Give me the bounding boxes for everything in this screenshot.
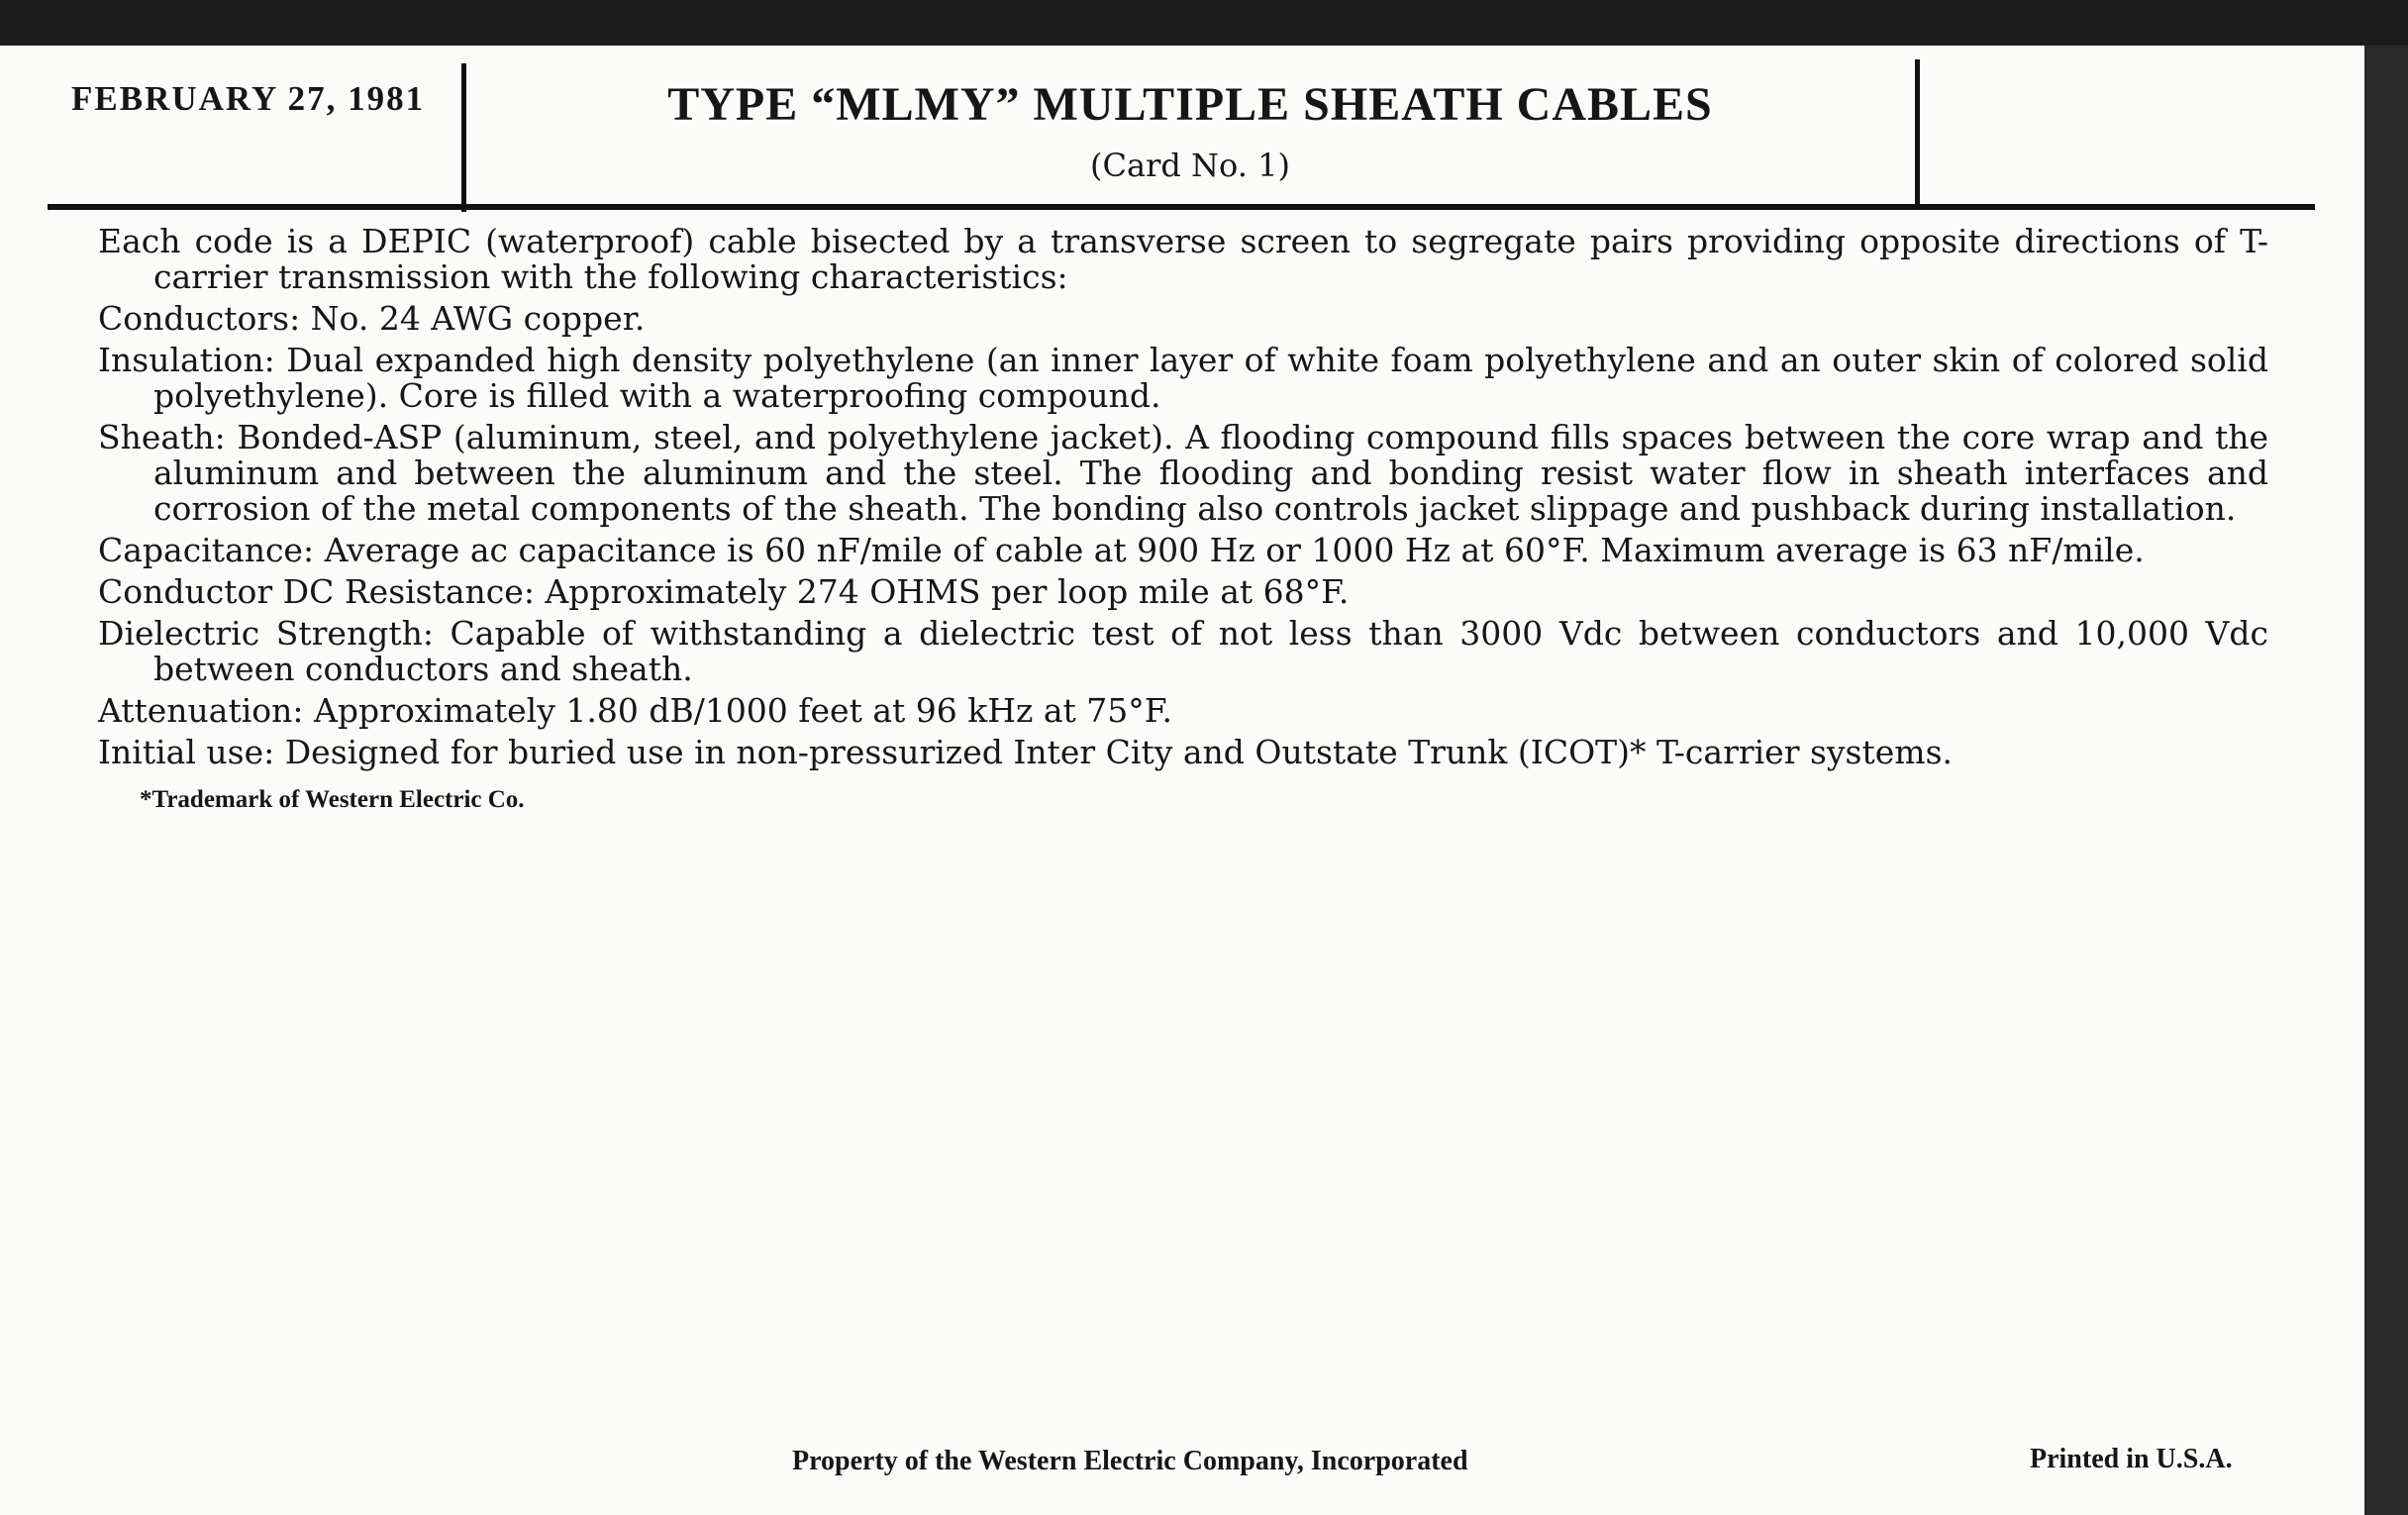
initial-use-spec: Initial use: Designed for buried use in non-pressurized Inter City and Outstate Trunk (ICOT)* T-carrier systems. (98, 733, 1953, 771)
conductors-spec: Conductors: No. 24 AWG copper. (98, 299, 646, 338)
trademark-footnote: *Trademark of Western Electric Co. (140, 786, 525, 813)
dc-resistance-spec: Conductor DC Resistance: Approximately 274 OHMS per loop mile at 68°F. (98, 572, 1350, 611)
card-edge-shadow (2364, 46, 2408, 1515)
printed-notice: Printed in U.S.A. (2030, 1444, 2233, 1474)
capacitance-spec: Capacitance: Average ac capacitance is 60 nF/mile of cable at 900 Hz or 1000 Hz at 60°F. Maximum average is 63 nF/mile. (98, 531, 2145, 569)
specification-body (98, 224, 2268, 818)
attenuation-spec: Attenuation: Approximately 1.80 dB/1000 feet at 96 kHz at 75°F. (98, 691, 1173, 730)
intro-paragraph: Each code is a DEPIC (waterproof) cable bisected by a transverse screen to segregate pairs providing opposite directions of T-carrier transmission with the following characteristics: (98, 222, 2268, 296)
property-notice: Property of the Western Electric Company, Incorporated (792, 1446, 1468, 1476)
card-number: (Card No. 1) (1090, 147, 1290, 184)
header-divider-right (1915, 59, 1920, 204)
card-date: FEBRUARY 27, 1981 (71, 79, 426, 118)
insulation-spec: Insulation: Dual expanded high density polyethylene (an inner layer of white foam polyethylene and an outer skin of colored solid polyethylene). Core is filled with a waterproofing compound. (98, 341, 2268, 415)
card-title: TYPE “MLMY” MULTIPLE SHEATH CABLES (667, 78, 1713, 131)
sheath-spec: Sheath: Bonded-ASP (aluminum, steel, and polyethylene jacket). A flooding compound fills spaces between the core wrap and the aluminum and between the aluminum and the steel. The flooding and bonding resist water flow in sheath interfaces and corrosion of the metal components of the sheath. The bonding also controls jacket slippage and pushback during installation. (98, 418, 2268, 528)
dielectric-strength-spec: Dielectric Strength: Capable of withstanding a dielectric test of not less than 3000 Vdc between conductors and 10,000 Vdc between conductors and sheath. (98, 614, 2268, 688)
header-rule (48, 204, 2315, 210)
